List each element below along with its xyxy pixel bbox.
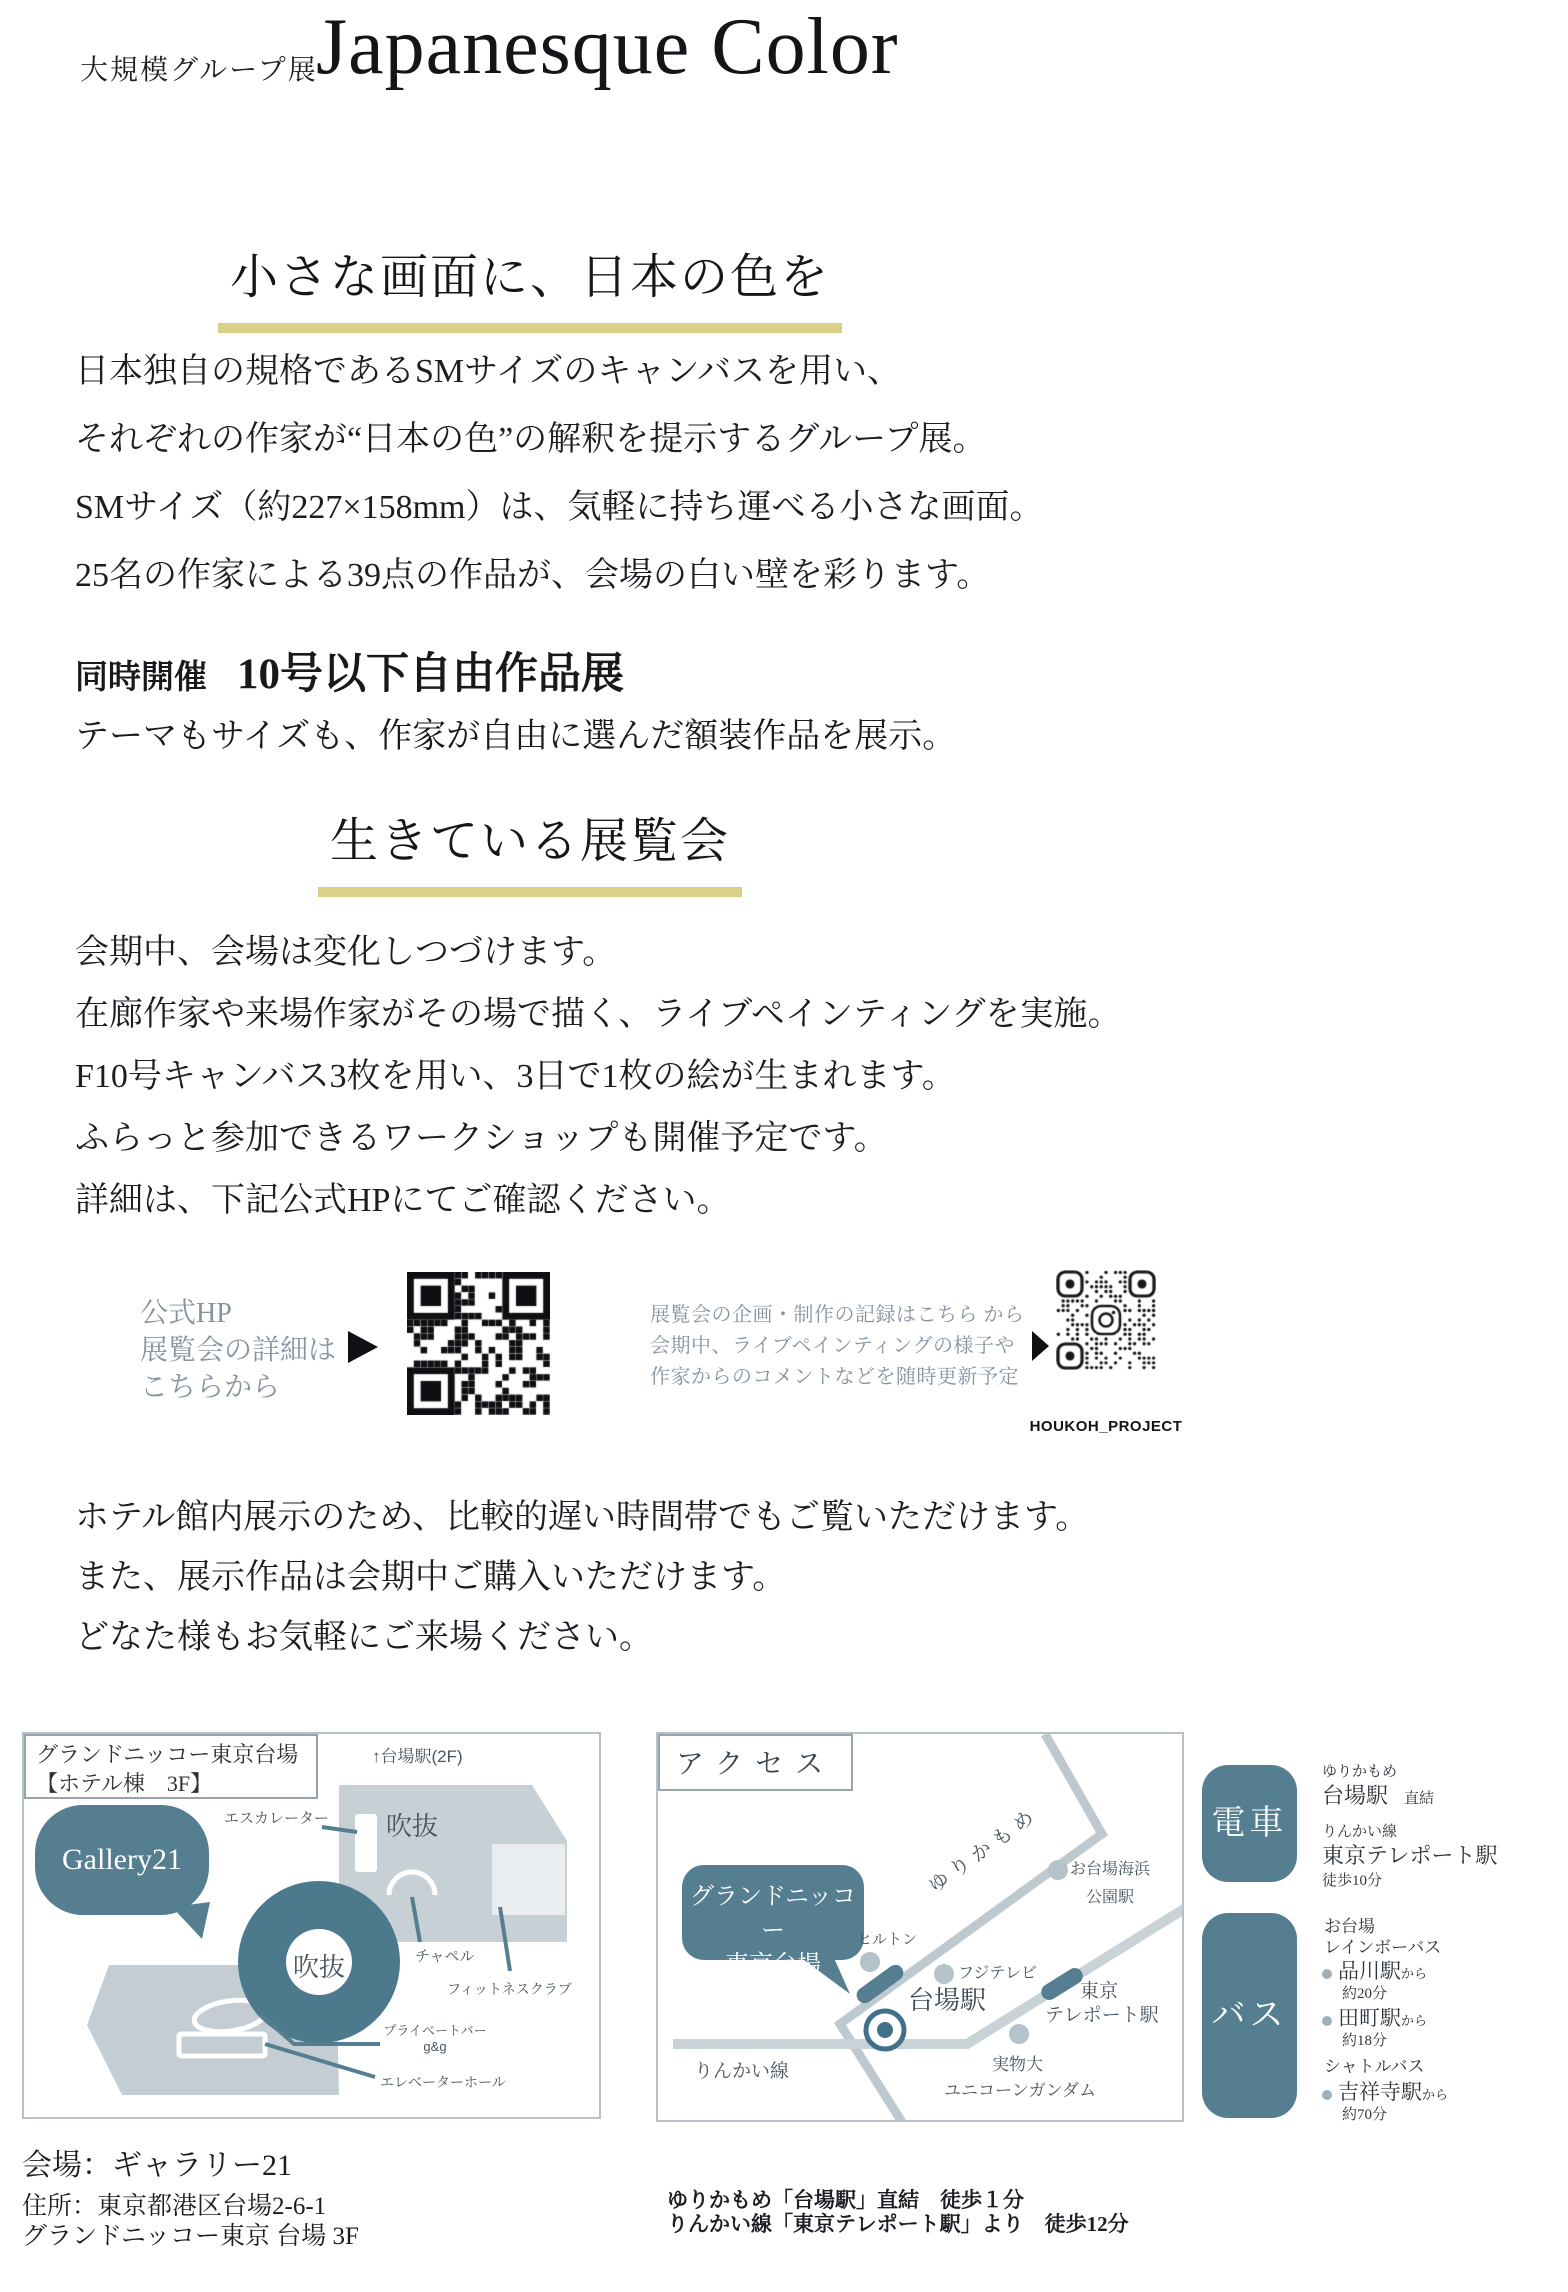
odaiba-kaihin-dot <box>1048 1860 1068 1880</box>
bus-badge <box>1202 1913 1297 2118</box>
paragraph-line: SMサイズ（約227×158mm）は、気軽に持ち運べる小さな画面。 <box>75 489 1044 526</box>
private-bar-label-line1: プライベートバー <box>383 2023 487 2038</box>
escalator-shape <box>355 1814 377 1872</box>
unicorn-dot <box>1009 2024 1029 2044</box>
bus-item-bullet <box>1322 2016 1332 2026</box>
atrium-donut-label: 吹抜 <box>293 1952 346 1982</box>
insta-qr-caption-line: 作家からのコメントなどを随時更新予定 <box>650 1366 1019 1388</box>
train-line-1: ゆりかもめ <box>1322 1764 1398 1780</box>
access-note-2: りんかい線「東京テレポート駅」より 徒歩12分 <box>667 2212 1129 2236</box>
venue-line: 会場：ギャラリー21 <box>22 2149 292 2182</box>
hotel-bubble-line2: 東京台場 <box>725 1952 821 1978</box>
concurrent-label: 同時開催 <box>75 660 207 696</box>
bus-badge-label: バス <box>1211 1997 1288 2034</box>
private-bar-label-line2: g&g <box>423 2039 447 2054</box>
section-visit-paragraph <box>75 1488 1089 1668</box>
chapel-area <box>492 1844 565 1915</box>
teleport-station-label-2: テレポート駅 <box>1045 2005 1159 2026</box>
odaiba-kaihin-label-1: お台場海浜 <box>1070 1861 1151 1878</box>
concurrent-exhibition-row <box>75 640 624 701</box>
yurikamome-label: ゆりかもめ <box>925 1803 1044 1898</box>
escalator-label: エスカレーター <box>224 1810 330 1827</box>
bus-item-3 <box>1338 2076 1448 2106</box>
bus-group2-label: シャトルバス <box>1324 2057 1425 2076</box>
paragraph-line: 在廊作家や来場作家がその場で描く、ライブペインティングを実施。 <box>75 996 1122 1033</box>
teleport-station-marker <box>1038 1965 1085 2003</box>
train-station-1-name: 台場駅 <box>1322 1783 1389 1808</box>
train-badge-label: 電車 <box>1211 1805 1288 1842</box>
daiba-station-label: 台場駅 <box>908 1986 987 2015</box>
concurrent-description: テーマもサイズも、作家が自由に選んだ額装作品を展示。 <box>75 718 957 755</box>
paragraph-line: どなた様もお気軽にご来場ください。 <box>75 1619 653 1656</box>
bus-item-1-suffix: から <box>1401 1966 1428 1981</box>
bus-item-2-suffix: から <box>1401 2013 1428 2028</box>
exhibition-type-label: 大規模グループ展 <box>80 55 318 86</box>
train-station-1-note: 直結 <box>1404 1791 1435 1807</box>
train-line-2: りんかい線 <box>1322 1824 1398 1840</box>
teleport-station-label-1: 東京 <box>1080 1981 1119 2002</box>
odaiba-kaihin-label-2: 公園駅 <box>1086 1889 1135 1906</box>
gallery21-bubble <box>35 1805 209 1915</box>
bus-item-3-station: 吉祥寺駅 <box>1338 2080 1422 2104</box>
instagram-qr-code <box>1056 1270 1156 1370</box>
bus-item-3-time: 約70分 <box>1342 2107 1388 2123</box>
bus-item-2-time: 約18分 <box>1342 2033 1388 2049</box>
hp-qr-caption <box>140 1295 336 1406</box>
rinkai-label: りんかい線 <box>694 2061 790 2082</box>
chapel-label: チャペル <box>415 1948 475 1965</box>
fujitv-label: フジテレビ <box>958 1965 1038 1982</box>
bus-item-3-suffix: から <box>1422 2087 1449 2102</box>
bus-group1-line1: お台場 <box>1324 1917 1375 1936</box>
floor-map <box>22 1732 601 2119</box>
section-small-screen-heading: 小さな画面に、日本の色を <box>218 238 842 333</box>
bus-item-1-station: 品川駅 <box>1338 1959 1401 1983</box>
bus-item-bullet <box>1322 1969 1332 1979</box>
bus-group1-line2: レインボーバス <box>1324 1938 1442 1957</box>
paragraph-line: 日本独自の規格であるSMサイズのキャンバスを用い、 <box>75 353 902 390</box>
paragraph-line: ふらっと参加できるワークショップも開催予定です。 <box>75 1120 888 1157</box>
floor-map-title-line1: グランドニッコー東京台場 <box>36 1742 299 1767</box>
bus-item-2-station: 田町駅 <box>1338 2006 1401 2030</box>
bus-item-1-time: 約20分 <box>1342 1986 1388 2002</box>
hilton-label: ヒルトン <box>857 1932 918 1948</box>
arrow-right-icon <box>348 1331 378 1363</box>
hotel-bubble-label <box>682 1880 864 1982</box>
insta-qr-caption <box>650 1300 1025 1393</box>
train-badge <box>1202 1765 1297 1882</box>
unicorn-label-1: 実物大 <box>992 2055 1043 2074</box>
bus-item-1 <box>1338 1955 1427 1985</box>
paragraph-line: 詳細は、下記公式HPにてご確認ください。 <box>75 1182 731 1219</box>
paragraph-line: また、展示作品は会期中ご購入いただけます。 <box>75 1559 787 1596</box>
fitness-label: フィットネスクラブ <box>447 1981 572 1997</box>
section-living-heading-wrap <box>0 802 1060 897</box>
arrow-right-icon <box>1032 1331 1049 1361</box>
section-small-screen-heading-wrap <box>0 238 1060 333</box>
floor-map-title-line2: 【ホテル棟 3F】 <box>36 1771 213 1796</box>
hp-qr-caption-line: こちらから <box>140 1372 281 1403</box>
concurrent-title: 10号以下自由作品展 <box>237 651 624 698</box>
hp-qr-code <box>407 1272 550 1415</box>
paragraph-line: F10号キャンバス3枚を用い、3日で1枚の絵が生まれます。 <box>75 1058 956 1095</box>
venue-target-marker-inner <box>877 2022 893 2038</box>
yurikamome-line <box>840 1734 1102 2120</box>
unicorn-label-2: ユニコーンガンダム <box>944 2081 1096 2100</box>
train-station-1 <box>1322 1779 1434 1810</box>
floor-map-title-box <box>24 1734 318 1799</box>
address-line-1: 住所：東京都港区台場2-6-1 <box>22 2193 327 2220</box>
hotel-bubble-line1: グランドニッコー <box>689 1884 857 1944</box>
address-line-2: グランドニッコー東京 台場 3F <box>22 2223 359 2250</box>
bus-item-2 <box>1338 2002 1427 2032</box>
gallery21-label: Gallery21 <box>62 1843 182 1876</box>
section-living-paragraph <box>75 922 1122 1232</box>
paragraph-line: ホテル館内展示のため、比較的遅い時間帯でもご覧いただけます。 <box>75 1499 1090 1536</box>
access-map-title: アクセス <box>675 1749 836 1780</box>
hp-qr-caption-line: 公式HP <box>140 1298 232 1329</box>
instagram-handle: HOUKOH_PROJECT <box>1029 1418 1183 1435</box>
train-station-2-note: 徒歩10分 <box>1322 1873 1383 1889</box>
elevator-label: エレベーターホール <box>380 2074 506 2090</box>
bus-item-bullet <box>1322 2090 1332 2100</box>
section-small-screen-paragraph <box>75 338 1044 610</box>
atrium-block-label: 吹抜 <box>386 1811 439 1841</box>
private-bar-label <box>382 2020 488 2054</box>
elevator-hall-shape <box>179 2034 265 2056</box>
station-direction-note: ↑台場駅(2F) <box>372 1747 463 1766</box>
insta-qr-caption-line: 展覧会の企画・制作の記録はこちら から <box>650 1304 1025 1326</box>
access-map <box>656 1732 1184 2122</box>
paragraph-line: 25名の作家による39点の作品が、会場の白い壁を彩ります。 <box>75 557 991 594</box>
section-living-heading: 生きている展覧会 <box>318 802 742 897</box>
access-note-1: ゆりかもめ「台場駅」直結 徒歩１分 <box>667 2188 1024 2212</box>
insta-qr-caption-line: 会期中、ライブペインティングの様子や <box>650 1335 1015 1357</box>
hp-qr-caption-line: 展覧会の詳細は <box>140 1335 337 1366</box>
paragraph-line: 会期中、会場は変化しつづけます。 <box>75 934 617 971</box>
train-station-2-name: 東京テレポート駅 <box>1322 1843 1498 1868</box>
exhibition-title: Japanesque Color <box>316 3 899 91</box>
access-map-title-box <box>658 1734 853 1791</box>
paragraph-line: それぞれの作家が“日本の色”の解釈を提示するグループ展。 <box>75 421 987 458</box>
